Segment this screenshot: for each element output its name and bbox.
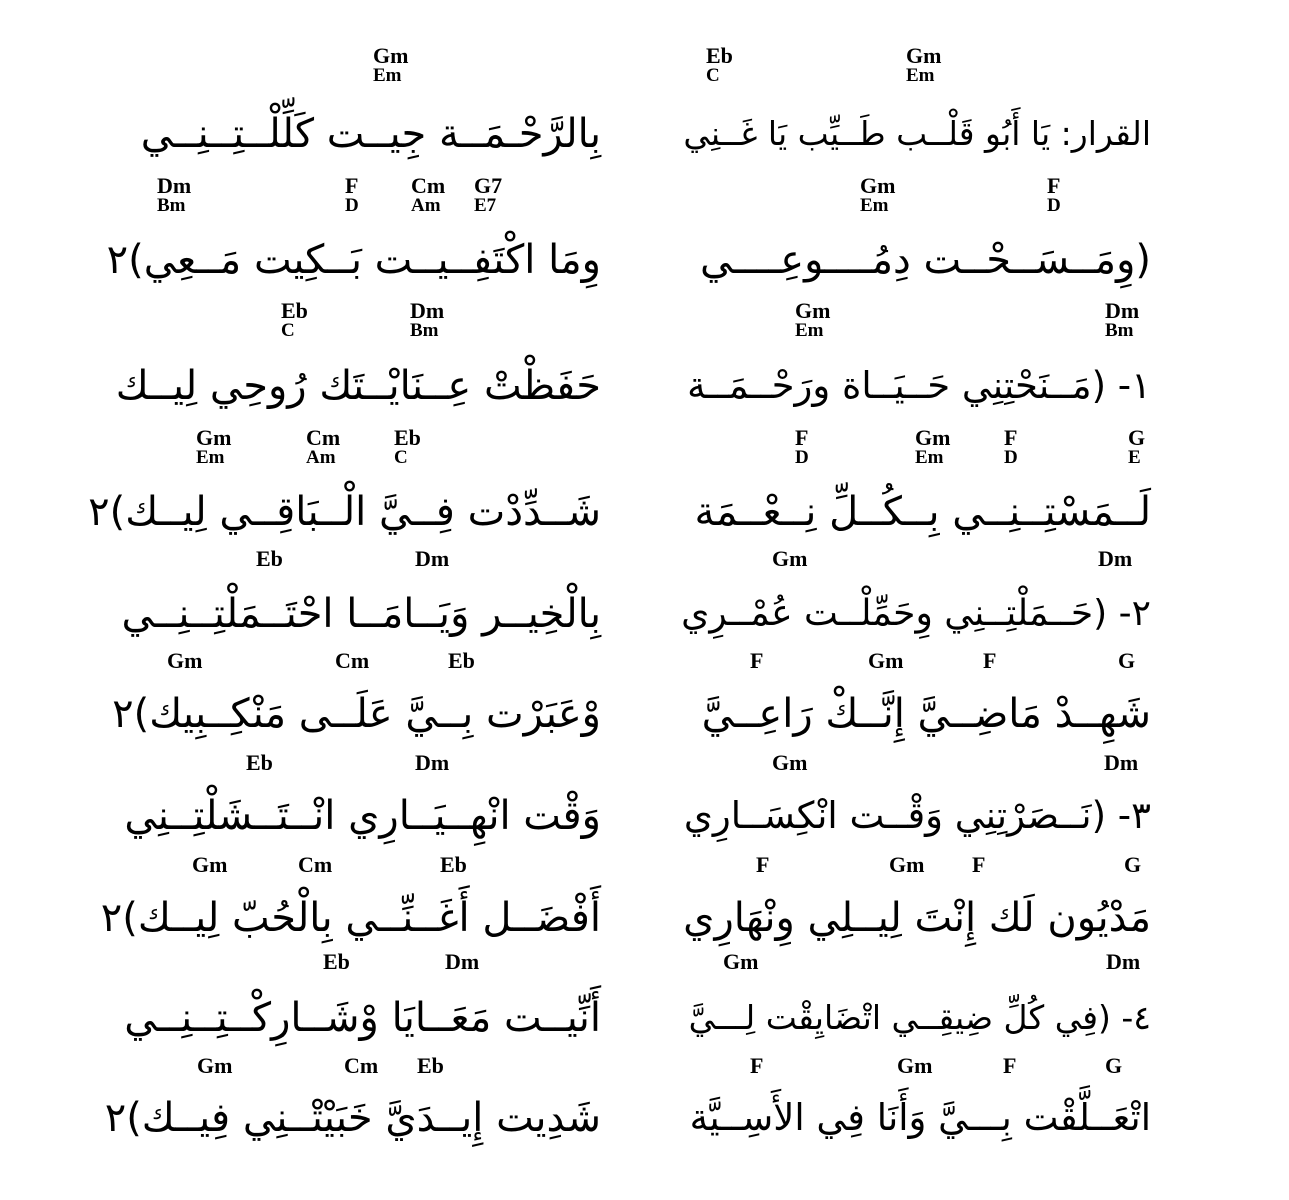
chord-left: Dm [157,173,192,198]
chord-right: Gm [915,425,951,450]
chord-left: Eb [394,425,421,450]
chord-right: F [1004,425,1018,450]
chord-right: Gm [772,546,808,571]
chord-right: Gm [772,750,808,775]
chord-left: Gm [197,1053,233,1078]
chord-left: G7 [474,173,503,198]
lyric-line-left: أَنِّيــت مَعَــايَا وْشَــارِكْــتِــنِــي [124,995,601,1041]
lyric-line-right: ٢- (حَــمَلْتِــنِي وِحَمِّلْــت عُمْــرِي [681,593,1151,634]
lyric-line-right: ٣- (نَــصَرْتِنِي وَقْــت انْكِسَــارِي [683,794,1151,837]
chord-left: Gm [192,852,228,877]
chord-left: Cm [298,852,333,877]
chord-transposed-left: C [394,447,408,468]
chord-right: F [1003,1053,1017,1078]
chord-left: Eb [448,648,475,673]
chord-right: F [972,852,986,877]
chord-left: Eb [246,750,273,775]
chord-left: Dm [415,546,450,571]
chord-transposed-right: Em [795,320,824,341]
chord-transposed-left: Em [196,447,225,468]
lyric-line-right: اتْعَــلَّقْت بِـــيَّ وَأَنَا فِي الأَسِــيَّة [689,1096,1151,1139]
chord-transposed-left: Em [373,65,402,86]
chord-right: Dm [1104,750,1139,775]
chord-right: F [750,648,764,673]
chord-right: F [756,852,770,877]
lyric-line-left: شَــدِّدْت فِــيَّ الْــبَاقِــي لِيــك)٢ [88,489,601,535]
chord-left: F [345,173,359,198]
chord-left: Eb [281,298,308,323]
lyric-line-right: القرار: يَا أَبُو قَلْــب طَــيِّب يَا غَــنِي [683,114,1151,153]
lyric-line-left: أَفْضَــل أَغَــنِّــي بِالْحُبّ لِيــك)٢ [100,895,601,941]
chord-transposed-right: Bm [1105,320,1134,341]
lyric-line-left: بِالرَّحْـمَــة جِيــت كَلِّلْــتِــنِــي [140,111,601,157]
chord-right: G [1105,1053,1123,1078]
chord-right: Gm [860,173,896,198]
chord-right: G [1128,425,1146,450]
chord-right: F [795,425,809,450]
chord-right: F [1047,173,1061,198]
lyric-line-right: شَهِــدْ مَاضِــيَّ إِنَّــكْ رَاعِــيَّ [701,691,1151,737]
chord-right: Gm [868,648,904,673]
chord-right: Gm [906,43,942,68]
chord-transposed-right: Em [915,447,944,468]
chord-left: Eb [417,1053,444,1078]
chord-right: Gm [723,949,759,974]
chord-left: Dm [410,298,445,323]
chord-right: Dm [1098,546,1133,571]
chord-transposed-right: Em [860,195,889,216]
chord-transposed-right: D [795,447,809,468]
chord-left: Gm [196,425,232,450]
chord-right: F [750,1053,764,1078]
chord-transposed-left: C [281,320,295,341]
chord-transposed-right: D [1047,195,1061,216]
chord-right: Gm [889,852,925,877]
chord-left: Cm [306,425,341,450]
lyric-line-left: بِالْخِيــر وَيَــامَــا احْتَــمَلْتِــنِــي [121,591,601,637]
chord-right: G [1118,648,1136,673]
lyric-line-left: وَقْت انْهِــيَــارِي انْــتَــشَلْتِــنِي [124,793,601,839]
chord-transposed-left: Bm [157,195,186,216]
chord-left: Gm [167,648,203,673]
chord-transposed-right: Em [906,65,935,86]
chord-transposed-left: D [345,195,359,216]
chord-right: G [1124,852,1142,877]
chord-right: Dm [1105,298,1140,323]
chord-transposed-left: Bm [410,320,439,341]
chord-transposed-right: E [1128,447,1141,468]
chord-left: Dm [445,949,480,974]
lyric-line-left: وْعَبَرْت بِــيَّ عَلَــى مَنْكِــبِيك)٢ [112,691,601,737]
chord-right: Dm [1106,949,1141,974]
chord-right: Gm [897,1053,933,1078]
chord-left: Eb [440,852,467,877]
chord-transposed-left: Am [411,195,441,216]
chord-left: Cm [411,173,446,198]
chord-left: Eb [256,546,283,571]
chord-right: Gm [795,298,831,323]
lyric-line-right: مَدْيُون لَك إِنْتَ لِيــلِي وِنْهَارِي [683,895,1151,941]
chord-left: Eb [323,949,350,974]
chord-transposed-right: D [1004,447,1018,468]
lyric-line-right: لَــمَسْتِــنِــي بِــكُــلِّ نِــعْــمَة [694,489,1151,535]
chord-transposed-left: Am [306,447,336,468]
chord-left: Cm [344,1053,379,1078]
chord-right: F [983,648,997,673]
lyric-line-left: وِمَا اكْتَفِــيــت بَــكِيت مَــعِي)٢ [106,237,601,283]
chord-left: Dm [415,750,450,775]
lyric-line-left: شَدِيت إِيــدَيَّ خَبَيْتْــنِي فِيــك)٢ [104,1095,601,1141]
lyric-line-right: ١- (مَــنَحْتِنِي حَــيَــاة ورَحْــمَــة [687,364,1151,407]
chord-right: Eb [706,43,733,68]
lyric-line-left: حَفَظْتْ عِــنَايْــتَك رُوحِي لِيــك [115,363,601,409]
chord-transposed-right: C [706,65,720,86]
chord-transposed-left: E7 [474,195,497,216]
chord-left: Cm [335,648,370,673]
lyric-line-right: (وِمَــسَــحْــت دِمُــــوعِــــي [699,237,1151,283]
chord-left: Gm [373,43,409,68]
lyric-line-right: ٤- (فِي كُلِّ ضِيقِــي اتْضَايِقْت لِـــيَّ [688,998,1151,1037]
